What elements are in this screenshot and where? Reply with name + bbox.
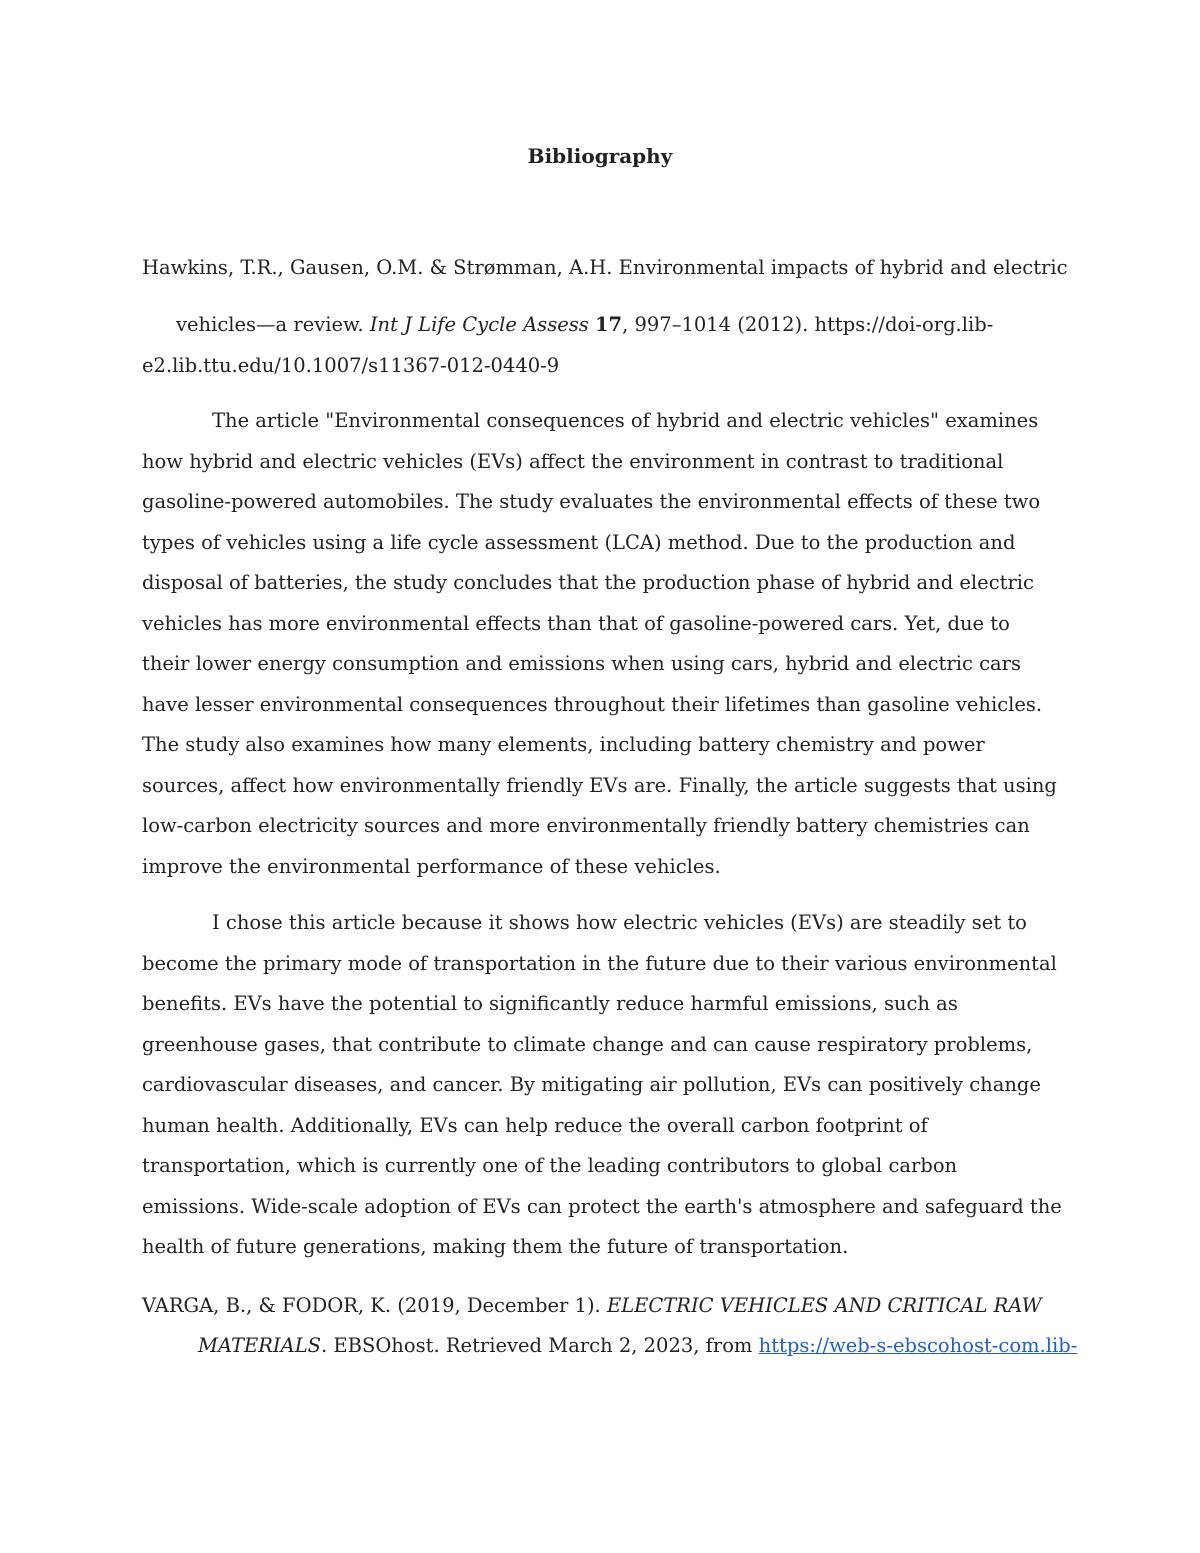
citation-1-volume: 17 (594, 313, 623, 336)
page-title: Bibliography (527, 144, 673, 168)
citation-2-title-part-1: ELECTRIC VEHICLES AND CRITICAL RAW (606, 1294, 1042, 1317)
citation-2-line-2 (198, 1332, 1077, 1360)
summary-paragraph: The article "Environmental consequences of hybrid and electric vehicles" examines how hybrid and electric vehicles (EVs) affect the environment in contrast to traditional gasoline-powered automobiles. The study evaluates the environmental effects of these two types of vehicles using a life cycle assessment (LCA) method. Due to the production and disposal of batteries, the study concludes that the production phase of hybrid and electric vehicles has more environmental effects than that of gasoline-powered cars. Yet, due to their lower energy consumption and emissions when using cars, hybrid and electric cars have lesser environmental consequences throughout their lifetimes than gasoline vehicles. The study also examines how many elements, including battery chemistry and power sources, affect how environmentally friendly EVs are. Finally, the article suggests that using low-carbon electricity sources and more environmentally friendly battery chemistries can improve the environmental performance of these vehicles. (142, 409, 1057, 878)
citation-2-title-part-2: MATERIALS (198, 1334, 321, 1357)
citation-2-line-1 (142, 1292, 1042, 1320)
citation-1-journal: Int J Life Cycle Assess (369, 313, 589, 336)
citation-1-suffix: , 997–1014 (2012). https://doi-org.lib- (622, 313, 994, 336)
citation-1-prefix: vehicles—a review. (176, 313, 370, 336)
citation-1-line-1: Hawkins, T.R., Gausen, O.M. & Strømman, A.H. Environmental impacts of hybrid and electric (142, 256, 1068, 279)
citation-2-link[interactable]: https://web-s-ebscohost-com.lib- (758, 1334, 1078, 1357)
citation-1-line-3: e2.lib.ttu.edu/10.1007/s11367-012-0440-9 (142, 354, 560, 377)
citation-2-authors: VARGA, B., & FODOR, K. (2019, December 1). (142, 1294, 607, 1317)
citation-1-line-2 (176, 311, 993, 339)
citation-2-source: . EBSOhost. Retrieved March 2, 2023, from (321, 1334, 759, 1357)
reflection-paragraph: I chose this article because it shows how electric vehicles (EVs) are steadily set to become the primary mode of transportation in the future due to their various environmental benefits. EVs have the potential to significantly reduce harmful emissions, such as greenhouse gases, that contribute to climate change and can cause respiratory problems, cardiovascular diseases, and cancer. By mitigating air pollution, EVs can positively change human health. Additionally, EVs can help reduce the overall carbon footprint of transportation, which is currently one of the leading contributors to global carbon emissions. Wide-scale adoption of EVs can protect the earth's atmosphere and safeguard the health of future generations, making them the future of transportation. (142, 911, 1062, 1258)
